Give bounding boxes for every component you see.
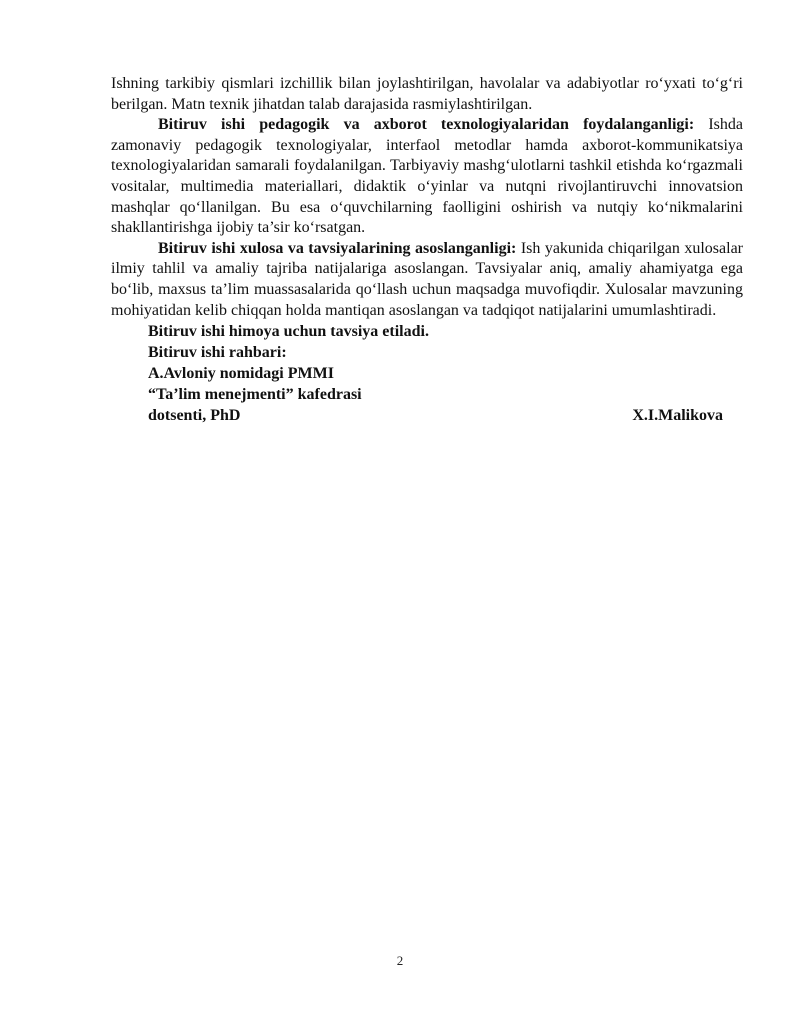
supervisor-name: X.I.Malikova [632, 407, 723, 425]
recommendation-line: Bitiruv ishi himoya uchun tavsiya etiladi. [148, 323, 429, 341]
paragraph-conclusions-body: Ish yakunida chiqarilgan xulosalar ilmiy tahlil va amaliy tajriba natijalariga asoslangan. Tavsiyalar aniq, amaliy ahamiyatga ega bo‘lib, maxsus ta’lim muassasalarida qo‘llash uchun maqsadga muvofiqdir. Xulosalar mavzuning mohiyatidan kelib chiqqan holda mantiqan asoslangan va tadqiqot natijalarini umumlashtiradi. [111, 239, 743, 319]
department-line: “Ta’lim menejmenti” kafedrasi [148, 386, 362, 404]
paragraph-conclusions-heading: Bitiruv ishi xulosa va tavsiyalarining asoslanganligi: [158, 239, 517, 257]
paragraph-technologies-heading: Bitiruv ishi pedagogik va axborot texnologiyalaridan foydalanganligi: [158, 116, 695, 134]
position-line: dotsenti, PhD [148, 407, 241, 425]
supervisor-label: Bitiruv ishi rahbari: [148, 344, 287, 362]
position-name-row [111, 405, 743, 426]
paragraph-structure: Ishning tarkibiy qismlari izchillik bilan joylashtirilgan, havolalar va adabiyotlar ro‘yxati to‘g‘ri berilgan. Matn texnik jihatdan talab darajasida rasmiylashtirilgan. [111, 75, 743, 113]
paragraph-technologies [111, 115, 743, 239]
page-number: 2 [396, 953, 404, 968]
institution-line: A.Avloniy nomidagi PMMI [148, 365, 334, 383]
signature-block [111, 321, 743, 426]
paragraph-technologies-body: Ishda zamonaviy pedagogik texnologiyalar, interfaol metodlar hamda axborot-kommunikatsiya texnologiyalaridan samarali foydalanilgan. Tarbiyaviy mashg‘ulotlarni tashkil etishda ko‘rgazmali vositalar, multimedia materiallari, didaktik o‘yinlar va nutqni rivojlantiruvchi innovatsion mashqlar qo‘llanilgan. Bu esa o‘quvchilarning faolligini oshirish va nutqiy ko‘nikmalarini shakllantirishga ijobiy ta’sir ko‘rsatgan. [111, 116, 744, 237]
document-body [111, 74, 743, 426]
paragraph-conclusions [111, 239, 743, 321]
